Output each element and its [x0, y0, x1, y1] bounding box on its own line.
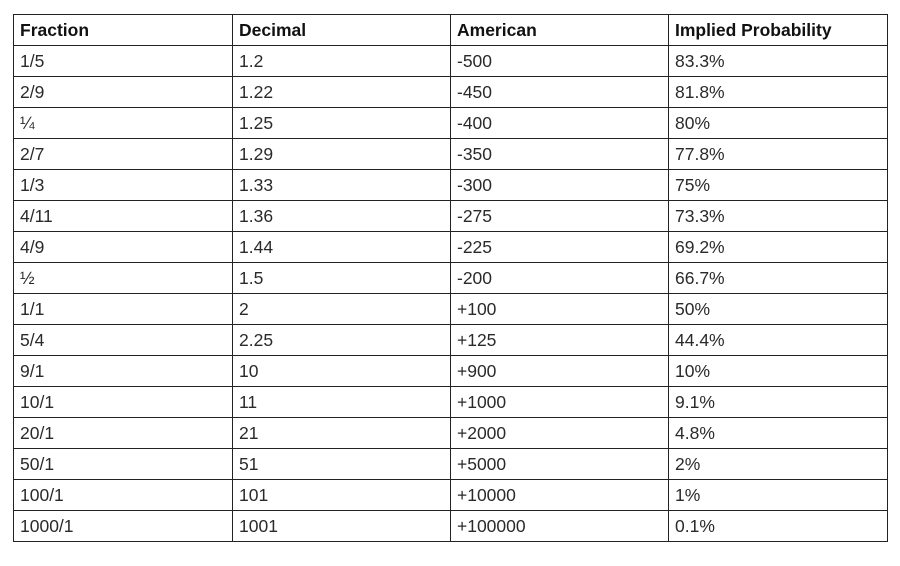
american-cell: +100 — [451, 294, 669, 325]
implied-probability-cell: 9.1% — [669, 387, 888, 418]
implied-probability-cell: 73.3% — [669, 201, 888, 232]
decimal-cell: 1.22 — [233, 77, 451, 108]
decimal-cell: 10 — [233, 356, 451, 387]
table-row — [14, 418, 888, 449]
fraction-cell: 2/9 — [14, 77, 233, 108]
fraction-cell: 1/1 — [14, 294, 233, 325]
implied-probability-cell: 66.7% — [669, 263, 888, 294]
decimal-cell: 2.25 — [233, 325, 451, 356]
american-cell: +2000 — [451, 418, 669, 449]
fraction-cell: 100/1 — [14, 480, 233, 511]
table-row — [14, 46, 888, 77]
american-cell: -225 — [451, 232, 669, 263]
fraction-cell: 4/9 — [14, 232, 233, 263]
table-row — [14, 356, 888, 387]
implied-probability-cell: 77.8% — [669, 139, 888, 170]
american-cell: +100000 — [451, 511, 669, 542]
american-cell: -450 — [451, 77, 669, 108]
american-cell: -275 — [451, 201, 669, 232]
decimal-cell: 2 — [233, 294, 451, 325]
decimal-cell: 1.33 — [233, 170, 451, 201]
decimal-cell: 51 — [233, 449, 451, 480]
table-row — [14, 201, 888, 232]
fraction-cell: ½ — [14, 263, 233, 294]
fraction-cell: 1/3 — [14, 170, 233, 201]
fraction-cell: 4/11 — [14, 201, 233, 232]
decimal-cell: 1.29 — [233, 139, 451, 170]
table-row — [14, 480, 888, 511]
american-cell: -500 — [451, 46, 669, 77]
implied-probability-cell: 2% — [669, 449, 888, 480]
decimal-cell: 1.5 — [233, 263, 451, 294]
fraction-cell: 2/7 — [14, 139, 233, 170]
american-cell: +125 — [451, 325, 669, 356]
decimal-cell: 1.44 — [233, 232, 451, 263]
american-cell: +1000 — [451, 387, 669, 418]
table-row — [14, 232, 888, 263]
table-row — [14, 108, 888, 139]
implied-probability-cell: 4.8% — [669, 418, 888, 449]
american-cell: -400 — [451, 108, 669, 139]
implied-probability-cell: 10% — [669, 356, 888, 387]
table-row — [14, 77, 888, 108]
implied-probability-cell: 75% — [669, 170, 888, 201]
american-cell: -350 — [451, 139, 669, 170]
header-american: American — [451, 15, 669, 46]
table-row — [14, 325, 888, 356]
table-row — [14, 511, 888, 542]
decimal-cell: 101 — [233, 480, 451, 511]
fraction-cell: 9/1 — [14, 356, 233, 387]
fraction-cell: 1/5 — [14, 46, 233, 77]
american-cell: +10000 — [451, 480, 669, 511]
table-header-row — [14, 15, 888, 46]
implied-probability-cell: 50% — [669, 294, 888, 325]
table-row — [14, 294, 888, 325]
fraction-cell: 1000/1 — [14, 511, 233, 542]
implied-probability-cell: 81.8% — [669, 77, 888, 108]
table-row — [14, 449, 888, 480]
american-cell: -300 — [451, 170, 669, 201]
table-row — [14, 263, 888, 294]
implied-probability-cell: 44.4% — [669, 325, 888, 356]
fraction-cell: ¼ — [14, 108, 233, 139]
header-decimal: Decimal — [233, 15, 451, 46]
fraction-cell: 10/1 — [14, 387, 233, 418]
decimal-cell: 1.25 — [233, 108, 451, 139]
implied-probability-cell: 69.2% — [669, 232, 888, 263]
decimal-cell: 1.36 — [233, 201, 451, 232]
table-row — [14, 170, 888, 201]
implied-probability-cell: 83.3% — [669, 46, 888, 77]
odds-conversion-table — [13, 14, 888, 542]
header-fraction: Fraction — [14, 15, 233, 46]
table-body — [14, 46, 888, 542]
header-implied-probability: Implied Probability — [669, 15, 888, 46]
fraction-cell: 5/4 — [14, 325, 233, 356]
american-cell: +900 — [451, 356, 669, 387]
table-row — [14, 387, 888, 418]
american-cell: -200 — [451, 263, 669, 294]
decimal-cell: 1001 — [233, 511, 451, 542]
decimal-cell: 1.2 — [233, 46, 451, 77]
decimal-cell: 21 — [233, 418, 451, 449]
implied-probability-cell: 80% — [669, 108, 888, 139]
american-cell: +5000 — [451, 449, 669, 480]
implied-probability-cell: 0.1% — [669, 511, 888, 542]
decimal-cell: 11 — [233, 387, 451, 418]
implied-probability-cell: 1% — [669, 480, 888, 511]
table-row — [14, 139, 888, 170]
fraction-cell: 20/1 — [14, 418, 233, 449]
fraction-cell: 50/1 — [14, 449, 233, 480]
